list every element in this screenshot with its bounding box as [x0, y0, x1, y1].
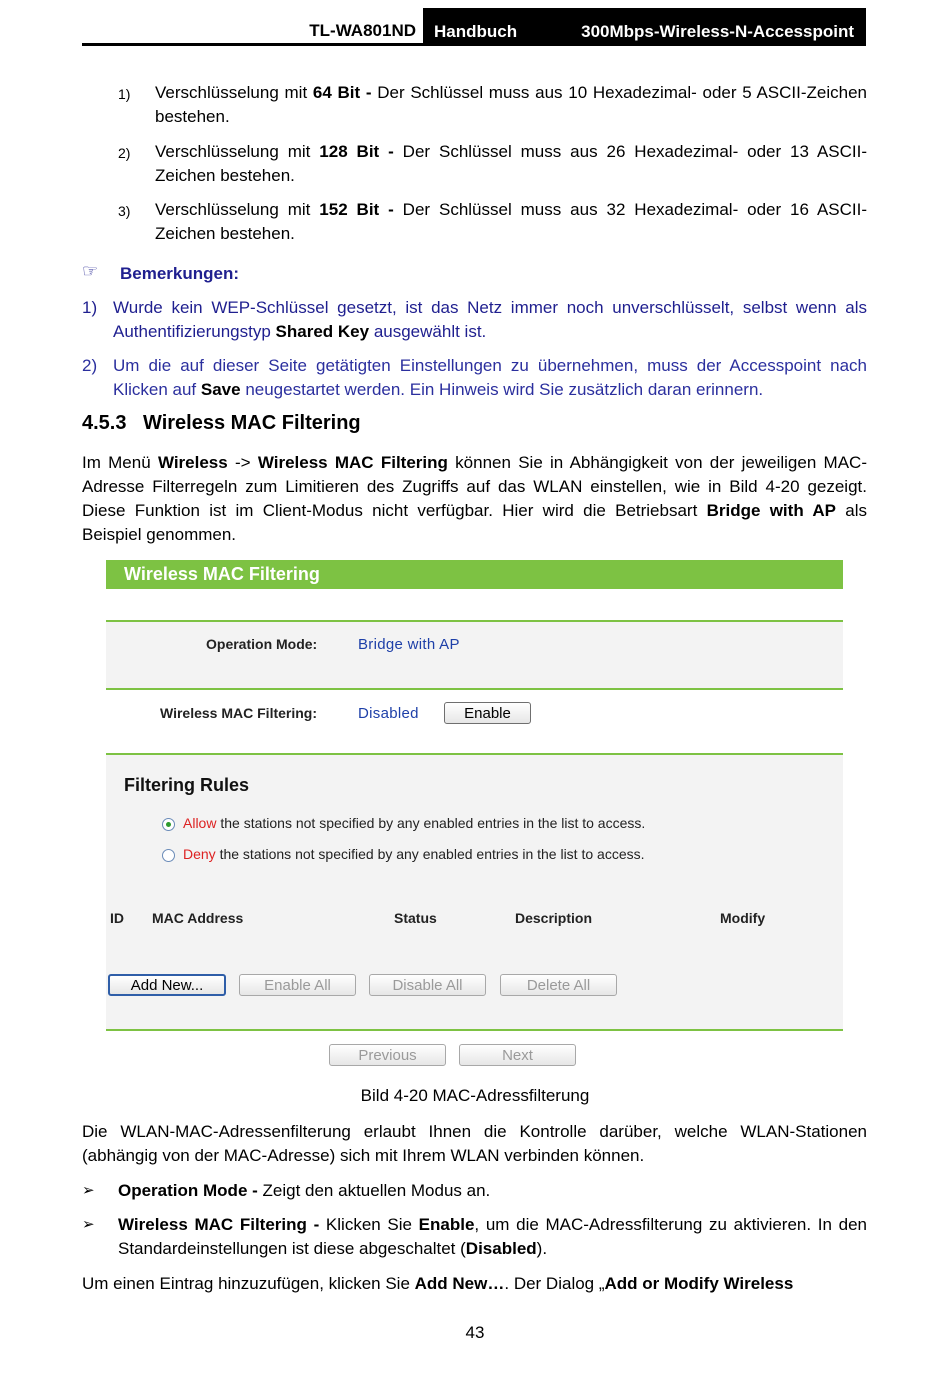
- intro-paragraph: Im Menü Wireless -> Wireless MAC Filtering können Sie in Abhängigkeit von der jeweiligen MAC-Adresse Filterregeln zum Limitieren des Zugriffs auf das WLAN einstellen, wie in Bild 4-20 gezeigt. Diese Funktion ist im Client-Modus nicht verfügbar. Hier wird die Betriebsart Bridge with AP als Beispiel genommen.: [82, 453, 867, 544]
- list-item: Verschlüsselung mit 152 Bit - Der Schlüssel muss aus 32 Hexadezimal- oder 16 ASCII-Zeichen bestehen.: [155, 200, 868, 243]
- column-status: Status: [394, 910, 437, 926]
- column-modify: Modify: [720, 910, 766, 926]
- rule-allow-text: the stations not specified by any enabled entries in the list to access.: [216, 815, 646, 831]
- section-title: Wireless MAC Filtering: [143, 412, 361, 434]
- operation-mode-value: Bridge with AP: [358, 636, 460, 653]
- previous-button[interactable]: Previous: [329, 1044, 446, 1066]
- filtering-status-label: Wireless MAC Filtering:: [160, 705, 318, 721]
- mac-filtering-screenshot: [106, 560, 843, 1073]
- header-device: 300Mbps-Wireless-N-Accesspoint: [581, 22, 854, 41]
- bullet-item: Wireless MAC Filtering - Klicken Sie Enable, um die MAC-Adressfilterung zu aktivieren. In den Standardeinstellungen ist diese abgeschaltet (Disabled).: [118, 1215, 867, 1258]
- list-item: Verschlüsselung mit 64 Bit - Der Schlüssel muss aus 10 Hexadezimal- oder 5 ASCII-Zeichen bestehen.: [155, 83, 867, 126]
- divider: [106, 688, 843, 690]
- header-manual: Handbuch: [434, 22, 518, 41]
- bullet-arrow-icon: ➢: [82, 1216, 95, 1233]
- description-paragraph: Die WLAN-MAC-Adressenfilterung erlaubt Ihnen die Kontrolle darüber, welche WLAN-Stationen (abhängig von der MAC-Adresse) sich mit Ihrem WLAN verbinden können.: [82, 1122, 867, 1165]
- column-mac-address: MAC Address: [152, 910, 244, 926]
- notes-title: Bemerkungen:: [120, 264, 240, 283]
- panel-title: Wireless MAC Filtering: [124, 564, 320, 584]
- list-number: 1): [118, 86, 131, 102]
- list-item: Verschlüsselung mit 128 Bit - Der Schlüssel muss aus 26 Hexadezimal- oder 13 ASCII-Zeichen bestehen.: [155, 142, 868, 185]
- add-new-button[interactable]: Add New...: [108, 974, 226, 996]
- operation-mode-row: [106, 622, 843, 688]
- enable-button[interactable]: Enable: [444, 702, 531, 724]
- list-number: 3): [118, 203, 131, 219]
- divider: [106, 1029, 843, 1031]
- page-number: 43: [465, 1323, 485, 1342]
- delete-all-button[interactable]: Delete All: [500, 974, 617, 996]
- note-item: Um die auf dieser Seite getätigten Einstellungen zu übernehmen, muss der Accesspoint nach Klicken auf Save neugestartet werden. Ein Hinweis wird Sie zusätzlich daran erinnern.: [113, 356, 867, 399]
- disable-all-button[interactable]: Disable All: [369, 974, 486, 996]
- rule-deny-text: the stations not specified by any enabled entries in the list to access.: [215, 846, 645, 862]
- filtering-status-value: Disabled: [358, 705, 419, 722]
- header-model: TL-WA801ND: [309, 21, 416, 40]
- closing-paragraph: Um einen Eintrag hinzuzufügen, klicken Sie Add New…. Der Dialog „Add or Modify Wireless: [82, 1274, 794, 1293]
- filtering-rules-title: Filtering Rules: [124, 775, 250, 795]
- header-rule: [82, 43, 866, 46]
- note-number: 1): [82, 298, 98, 317]
- note-number: 2): [82, 356, 98, 375]
- page-header: [82, 8, 866, 46]
- panel-title-bar: [106, 560, 843, 589]
- header-title-box: [423, 8, 866, 46]
- pointing-hand-icon: ☞: [82, 261, 99, 281]
- list-number: 2): [118, 145, 131, 161]
- rule-allow-word: Allow: [183, 815, 217, 831]
- enable-all-button[interactable]: Enable All: [239, 974, 356, 996]
- column-description: Description: [515, 910, 593, 926]
- column-id: ID: [110, 910, 124, 926]
- next-button[interactable]: Next: [459, 1044, 576, 1066]
- operation-mode-label: Operation Mode:: [206, 636, 318, 652]
- figure-caption: Bild 4-20 MAC-Adressfilterung: [360, 1086, 590, 1105]
- section-heading: [82, 412, 361, 435]
- radio-allow[interactable]: [162, 818, 175, 831]
- rule-allow-option[interactable]: [162, 814, 645, 832]
- note-item: Wurde kein WEP-Schlüssel gesetzt, ist das Netz immer noch unverschlüsselt, selbst wenn als Authentifizierungstyp Shared Key ausgewählt ist.: [113, 298, 867, 341]
- bullet-arrow-icon: ➢: [82, 1182, 95, 1199]
- rule-deny-word: Deny: [183, 846, 216, 862]
- radio-deny[interactable]: [162, 849, 175, 862]
- section-number: 4.5.3: [82, 412, 127, 434]
- bullet-item: Operation Mode - Zeigt den aktuellen Modus an.: [118, 1181, 491, 1200]
- rule-deny-option[interactable]: [162, 845, 645, 863]
